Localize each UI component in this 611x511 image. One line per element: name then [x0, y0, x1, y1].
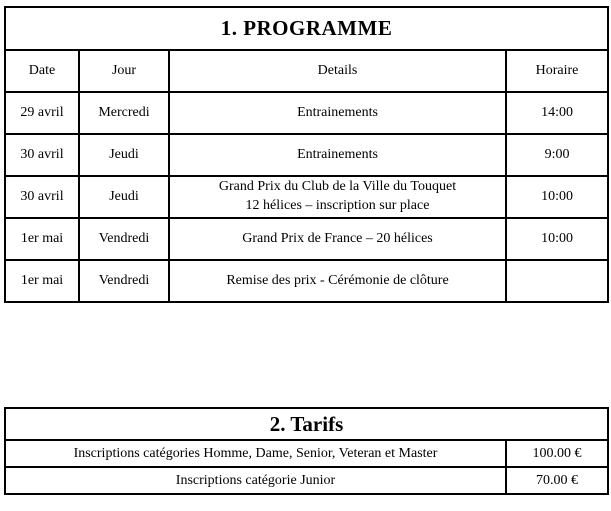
table-row — [5, 440, 608, 467]
cell-horaire — [506, 260, 608, 302]
column-header-horaire: Horaire — [506, 50, 608, 92]
column-header-jour: Jour — [79, 50, 169, 92]
cell-horaire: 10:00 — [506, 218, 608, 260]
cell-date: 1er mai — [5, 218, 79, 260]
tarifs-title: 2. Tarifs — [5, 408, 608, 440]
cell-details: Entrainements — [169, 92, 506, 134]
cell-jour: Vendredi — [79, 260, 169, 302]
table-row — [5, 260, 608, 302]
programme-header-row — [5, 50, 608, 92]
cell-date: 29 avril — [5, 92, 79, 134]
details-line-1: Grand Prix du Club de la Ville du Touquet — [218, 179, 457, 195]
table-row — [5, 92, 608, 134]
tarifs-title-row — [5, 408, 608, 440]
cell-details: Entrainements — [169, 134, 506, 176]
table-row — [5, 218, 608, 260]
cell-jour: Jeudi — [79, 134, 169, 176]
programme-table — [4, 6, 609, 303]
cell-details — [169, 176, 506, 218]
cell-horaire: 10:00 — [506, 176, 608, 218]
programme-title: 1. PROGRAMME — [5, 7, 608, 50]
cell-date: 30 avril — [5, 176, 79, 218]
table-row — [5, 176, 608, 218]
column-header-details: Details — [169, 50, 506, 92]
table-row — [5, 467, 608, 494]
column-header-date: Date — [5, 50, 79, 92]
programme-title-row — [5, 7, 608, 50]
cell-tarif-price: 100.00 € — [506, 440, 608, 467]
cell-horaire: 9:00 — [506, 134, 608, 176]
cell-details: Remise des prix - Cérémonie de clôture — [169, 260, 506, 302]
cell-details: Grand Prix de France – 20 hélices — [169, 218, 506, 260]
cell-jour: Mercredi — [79, 92, 169, 134]
cell-tarif-label: Inscriptions catégorie Junior — [5, 467, 506, 494]
cell-jour: Jeudi — [79, 176, 169, 218]
cell-date: 30 avril — [5, 134, 79, 176]
cell-jour: Vendredi — [79, 218, 169, 260]
tarifs-table — [4, 407, 609, 495]
cell-tarif-price: 70.00 € — [506, 467, 608, 494]
details-line-2: 12 hélices – inscription sur place — [245, 198, 430, 213]
cell-horaire: 14:00 — [506, 92, 608, 134]
table-row — [5, 134, 608, 176]
cell-tarif-label: Inscriptions catégories Homme, Dame, Senior, Veteran et Master — [5, 440, 506, 467]
cell-date: 1er mai — [5, 260, 79, 302]
